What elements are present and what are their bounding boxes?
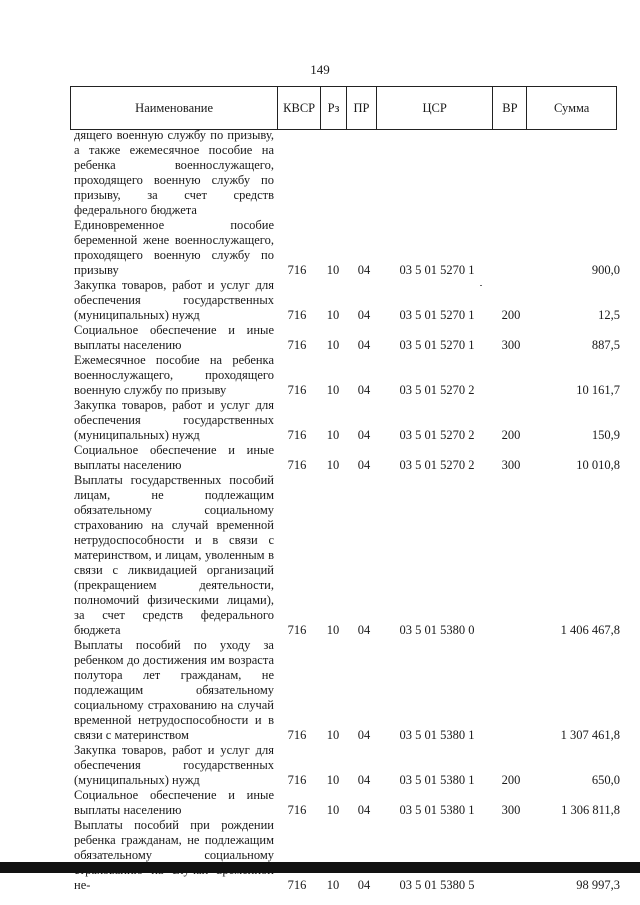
table-body (74, 128, 620, 893)
table-row (74, 638, 620, 743)
table-header (70, 86, 617, 130)
row-csr: 03 5 01 5270 2 (399, 383, 475, 397)
page-number: 149 (310, 62, 330, 77)
row-rz: 10 (326, 383, 340, 397)
row-vr: 200 (501, 308, 521, 322)
row-csr: 03 5 01 5380 1 (399, 803, 475, 817)
row-sum: 1 307 461,8 (560, 728, 620, 742)
row-kvsr: 716 (287, 428, 307, 442)
table-row (74, 218, 620, 278)
row-rz: 10 (326, 263, 340, 277)
row-name: Закупка товаров, работ и услуг для обеспечения государственных (муниципальных) нужд (74, 278, 274, 322)
header-kvsr: КВСР (278, 87, 321, 129)
header-sum: Сумма (553, 100, 590, 115)
row-sum: 900,0 (591, 263, 620, 277)
row-sum: 887,5 (591, 338, 620, 352)
row-kvsr: 716 (287, 878, 307, 892)
row-kvsr: 716 (287, 803, 307, 817)
row-pr: 04 (357, 338, 371, 352)
header-vr: ВР (493, 87, 527, 129)
row-vr: 300 (501, 338, 521, 352)
table-row (74, 743, 620, 788)
row-rz: 10 (326, 878, 340, 892)
row-name: Единовременное пособие беременной жене военнослужащего, проходящего военную службу по призыву (74, 218, 274, 277)
row-sum: 1 306 811,8 (561, 803, 620, 817)
row-kvsr: 716 (287, 308, 307, 322)
row-csr: 03 5 01 5380 0 (399, 623, 475, 637)
header-csr: ЦСР (377, 87, 494, 129)
scan-speck (480, 285, 482, 286)
row-rz: 10 (326, 308, 340, 322)
table-row (74, 128, 620, 218)
row-kvsr: 716 (287, 773, 307, 787)
row-csr: 03 5 01 5270 2 (399, 458, 475, 472)
row-pr: 04 (357, 728, 371, 742)
row-sum: 10 010,8 (576, 458, 620, 472)
row-csr: 03 5 01 5380 5 (399, 878, 475, 892)
row-csr: 03 5 01 5270 1 (399, 263, 475, 277)
table-row (74, 788, 620, 818)
scan-edge-bar (0, 862, 640, 873)
row-rz: 10 (326, 338, 340, 352)
row-csr: 03 5 01 5270 1 (399, 338, 475, 352)
row-name: Ежемесячное пособие на ребенка военнослужащего, проходящего военную службу по призыву (74, 353, 274, 397)
row-kvsr: 716 (287, 338, 307, 352)
row-name: Выплаты пособий по уходу за ребенком до достижения им возраста полутора лет гражданам, не подлежащим обязательному социальному страхованию на случай временной нетрудоспособности и в связи с материнством (74, 638, 274, 742)
table-row (74, 473, 620, 638)
row-sum: 12,5 (598, 308, 620, 322)
row-kvsr: 716 (287, 263, 307, 277)
row-pr: 04 (357, 458, 371, 472)
row-kvsr: 716 (287, 728, 307, 742)
row-vr: 200 (501, 773, 521, 787)
row-csr: 03 5 01 5380 1 (399, 728, 475, 742)
row-csr: 03 5 01 5270 1 (399, 308, 475, 322)
row-pr: 04 (357, 308, 371, 322)
row-pr: 04 (357, 803, 371, 817)
row-pr: 04 (357, 878, 371, 892)
row-rz: 10 (326, 428, 340, 442)
row-pr: 04 (357, 623, 371, 637)
header-pr: ПР (347, 87, 377, 129)
row-kvsr: 716 (287, 458, 307, 472)
row-kvsr: 716 (287, 383, 307, 397)
row-name: Выплаты пособий при рождении ребенка гражданам, не подлежащим обязательному социальному не- (74, 818, 274, 892)
row-pr: 04 (357, 383, 371, 397)
row-sum: 150,9 (591, 428, 620, 442)
row-name: Социальное обеспечение и иные выплаты населению (74, 788, 274, 817)
table-row (74, 278, 620, 323)
row-sum: 650,0 (591, 773, 620, 787)
table-row (74, 443, 620, 473)
row-name: дящего военную службу по призыву, а также ежемесячное пособие на ребенка военнослужащего, проходящего военную службу по призыву, за счет средств федерального бюджета (74, 128, 274, 217)
row-rz: 10 (326, 458, 340, 472)
row-sum: 98 997,3 (576, 878, 620, 892)
row-rz: 10 (326, 803, 340, 817)
table-row (74, 398, 620, 443)
row-csr: 03 5 01 5270 2 (399, 428, 475, 442)
row-name: Социальное обеспечение и иные выплаты населению (74, 323, 274, 352)
row-pr: 04 (357, 263, 371, 277)
row-rz: 10 (326, 623, 340, 637)
row-csr: 03 5 01 5380 1 (399, 773, 475, 787)
row-name: Социальное обеспечение и иные выплаты населению (74, 443, 274, 472)
table-row (74, 323, 620, 353)
row-pr: 04 (357, 428, 371, 442)
row-sum: 10 161,7 (576, 383, 620, 397)
row-vr: 300 (501, 803, 521, 817)
row-vr: 200 (501, 428, 521, 442)
row-name: Закупка товаров, работ и услуг для обеспечения государственных (муниципальных) нужд (74, 743, 274, 787)
row-sum: 1 406 467,8 (560, 623, 620, 637)
header-name: Наименование (71, 87, 278, 129)
header-rz: Рз (321, 87, 347, 129)
row-name: Закупка товаров, работ и услуг для обеспечения государственных (муниципальных) нужд (74, 398, 274, 442)
row-pr: 04 (357, 773, 371, 787)
row-rz: 10 (326, 773, 340, 787)
row-rz: 10 (326, 728, 340, 742)
table-row (74, 818, 620, 893)
table-row (74, 353, 620, 398)
row-name: Выплаты государственных пособий лицам, не подлежащим обязательному социальному страхованию на случай временной нетрудоспособности и в связи с материнством, и лицам, уволенным в связи с ликвидацией организаций (прекращением деятельности, полномочий физическими лицами), за счет средств федерального бюджета (74, 473, 274, 637)
row-kvsr: 716 (287, 623, 307, 637)
row-vr: 300 (501, 458, 521, 472)
